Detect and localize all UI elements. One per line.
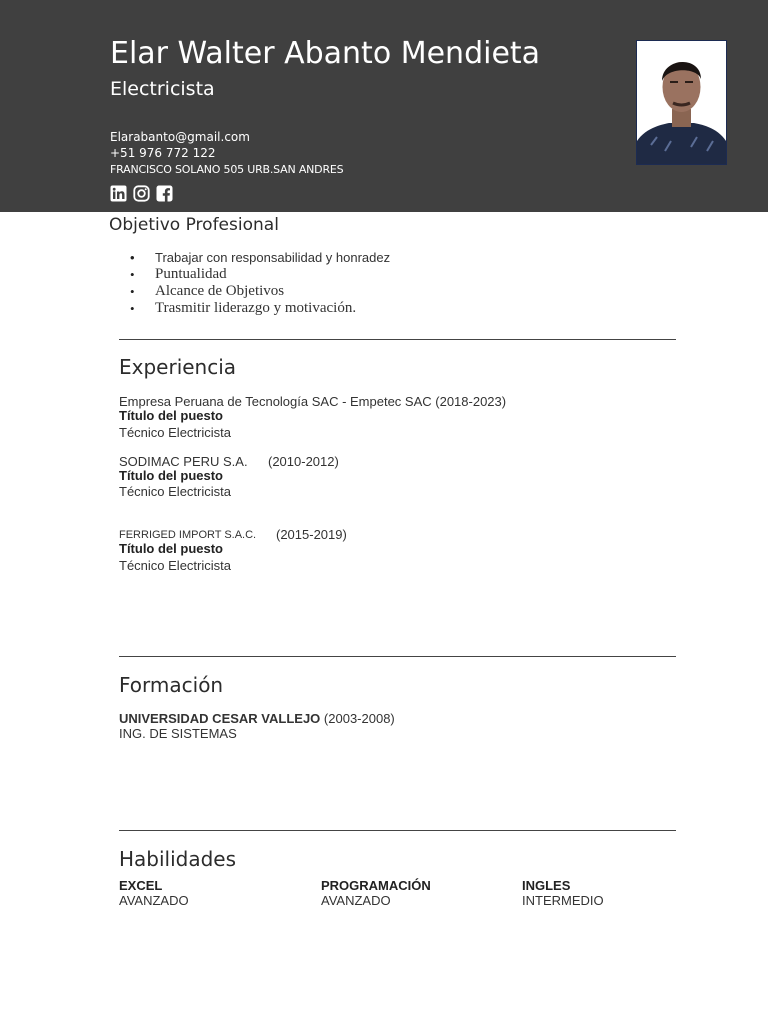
instagram-icon[interactable] — [133, 185, 150, 202]
job-period: (2015-2019) — [276, 527, 347, 542]
skill-name: INGLES — [522, 878, 571, 893]
objective-title: Objetivo Profesional — [109, 215, 279, 235]
social-links — [110, 185, 173, 202]
skill-level: AVANZADO — [321, 893, 391, 908]
linkedin-icon[interactable] — [110, 185, 127, 202]
job-title-label: Título del puesto — [119, 468, 223, 483]
objective-list — [130, 249, 390, 317]
education-period: (2003-2008) — [323, 711, 395, 726]
candidate-role: Electricista — [110, 78, 215, 100]
list-item: • Trasmitir liderazgo y motivación. — [130, 300, 390, 317]
job-period: (2010-2012) — [268, 454, 339, 469]
list-item: • Trabajar con responsabilidad y honradez — [130, 249, 390, 266]
header-banner — [0, 0, 768, 212]
contact-email[interactable]: Elarabanto@gmail.com — [110, 130, 250, 144]
job-position: Técnico Electricista — [119, 484, 231, 499]
divider — [119, 830, 676, 831]
skill-level: INTERMEDIO — [522, 893, 604, 908]
job-company: FERRIGED IMPORT S.A.C. — [119, 529, 257, 541]
facebook-icon[interactable] — [156, 185, 173, 202]
skills-title: Habilidades — [119, 847, 237, 871]
job-company: SODIMAC PERU S.A. — [119, 454, 248, 469]
job-title-label: Título del puesto — [119, 541, 223, 556]
candidate-name: Elar Walter Abanto Mendieta — [110, 36, 541, 71]
skill-item — [119, 878, 189, 908]
education-title: Formación — [119, 673, 224, 697]
skill-item — [522, 878, 604, 908]
skill-level: AVANZADO — [119, 893, 189, 908]
divider — [119, 339, 676, 340]
job-company: Empresa Peruana de Tecnología SAC - Empetec SAC (2018-2023) — [119, 394, 507, 409]
education-institution: UNIVERSIDAD CESAR VALLEJO — [119, 711, 321, 726]
list-item: • Puntualidad — [130, 266, 390, 283]
job-position: Técnico Electricista — [119, 425, 231, 440]
job-position: Técnico Electricista — [119, 558, 231, 573]
education-entry — [119, 711, 395, 726]
skill-item — [321, 878, 431, 908]
contact-address: FRANCISCO SOLANO 505 URB.SAN ANDRES — [110, 163, 344, 176]
skill-name: EXCEL — [119, 878, 163, 893]
experience-title: Experiencia — [119, 355, 237, 379]
skill-name: PROGRAMACIÓN — [321, 878, 431, 893]
education-degree: ING. DE SISTEMAS — [119, 726, 237, 741]
list-item: • Alcance de Objetivos — [130, 283, 390, 300]
job-title-label: Título del puesto — [119, 408, 223, 423]
profile-photo — [636, 40, 727, 165]
contact-phone: +51 976 772 122 — [110, 146, 216, 160]
divider — [119, 656, 676, 657]
profile-photo-image — [637, 41, 726, 164]
